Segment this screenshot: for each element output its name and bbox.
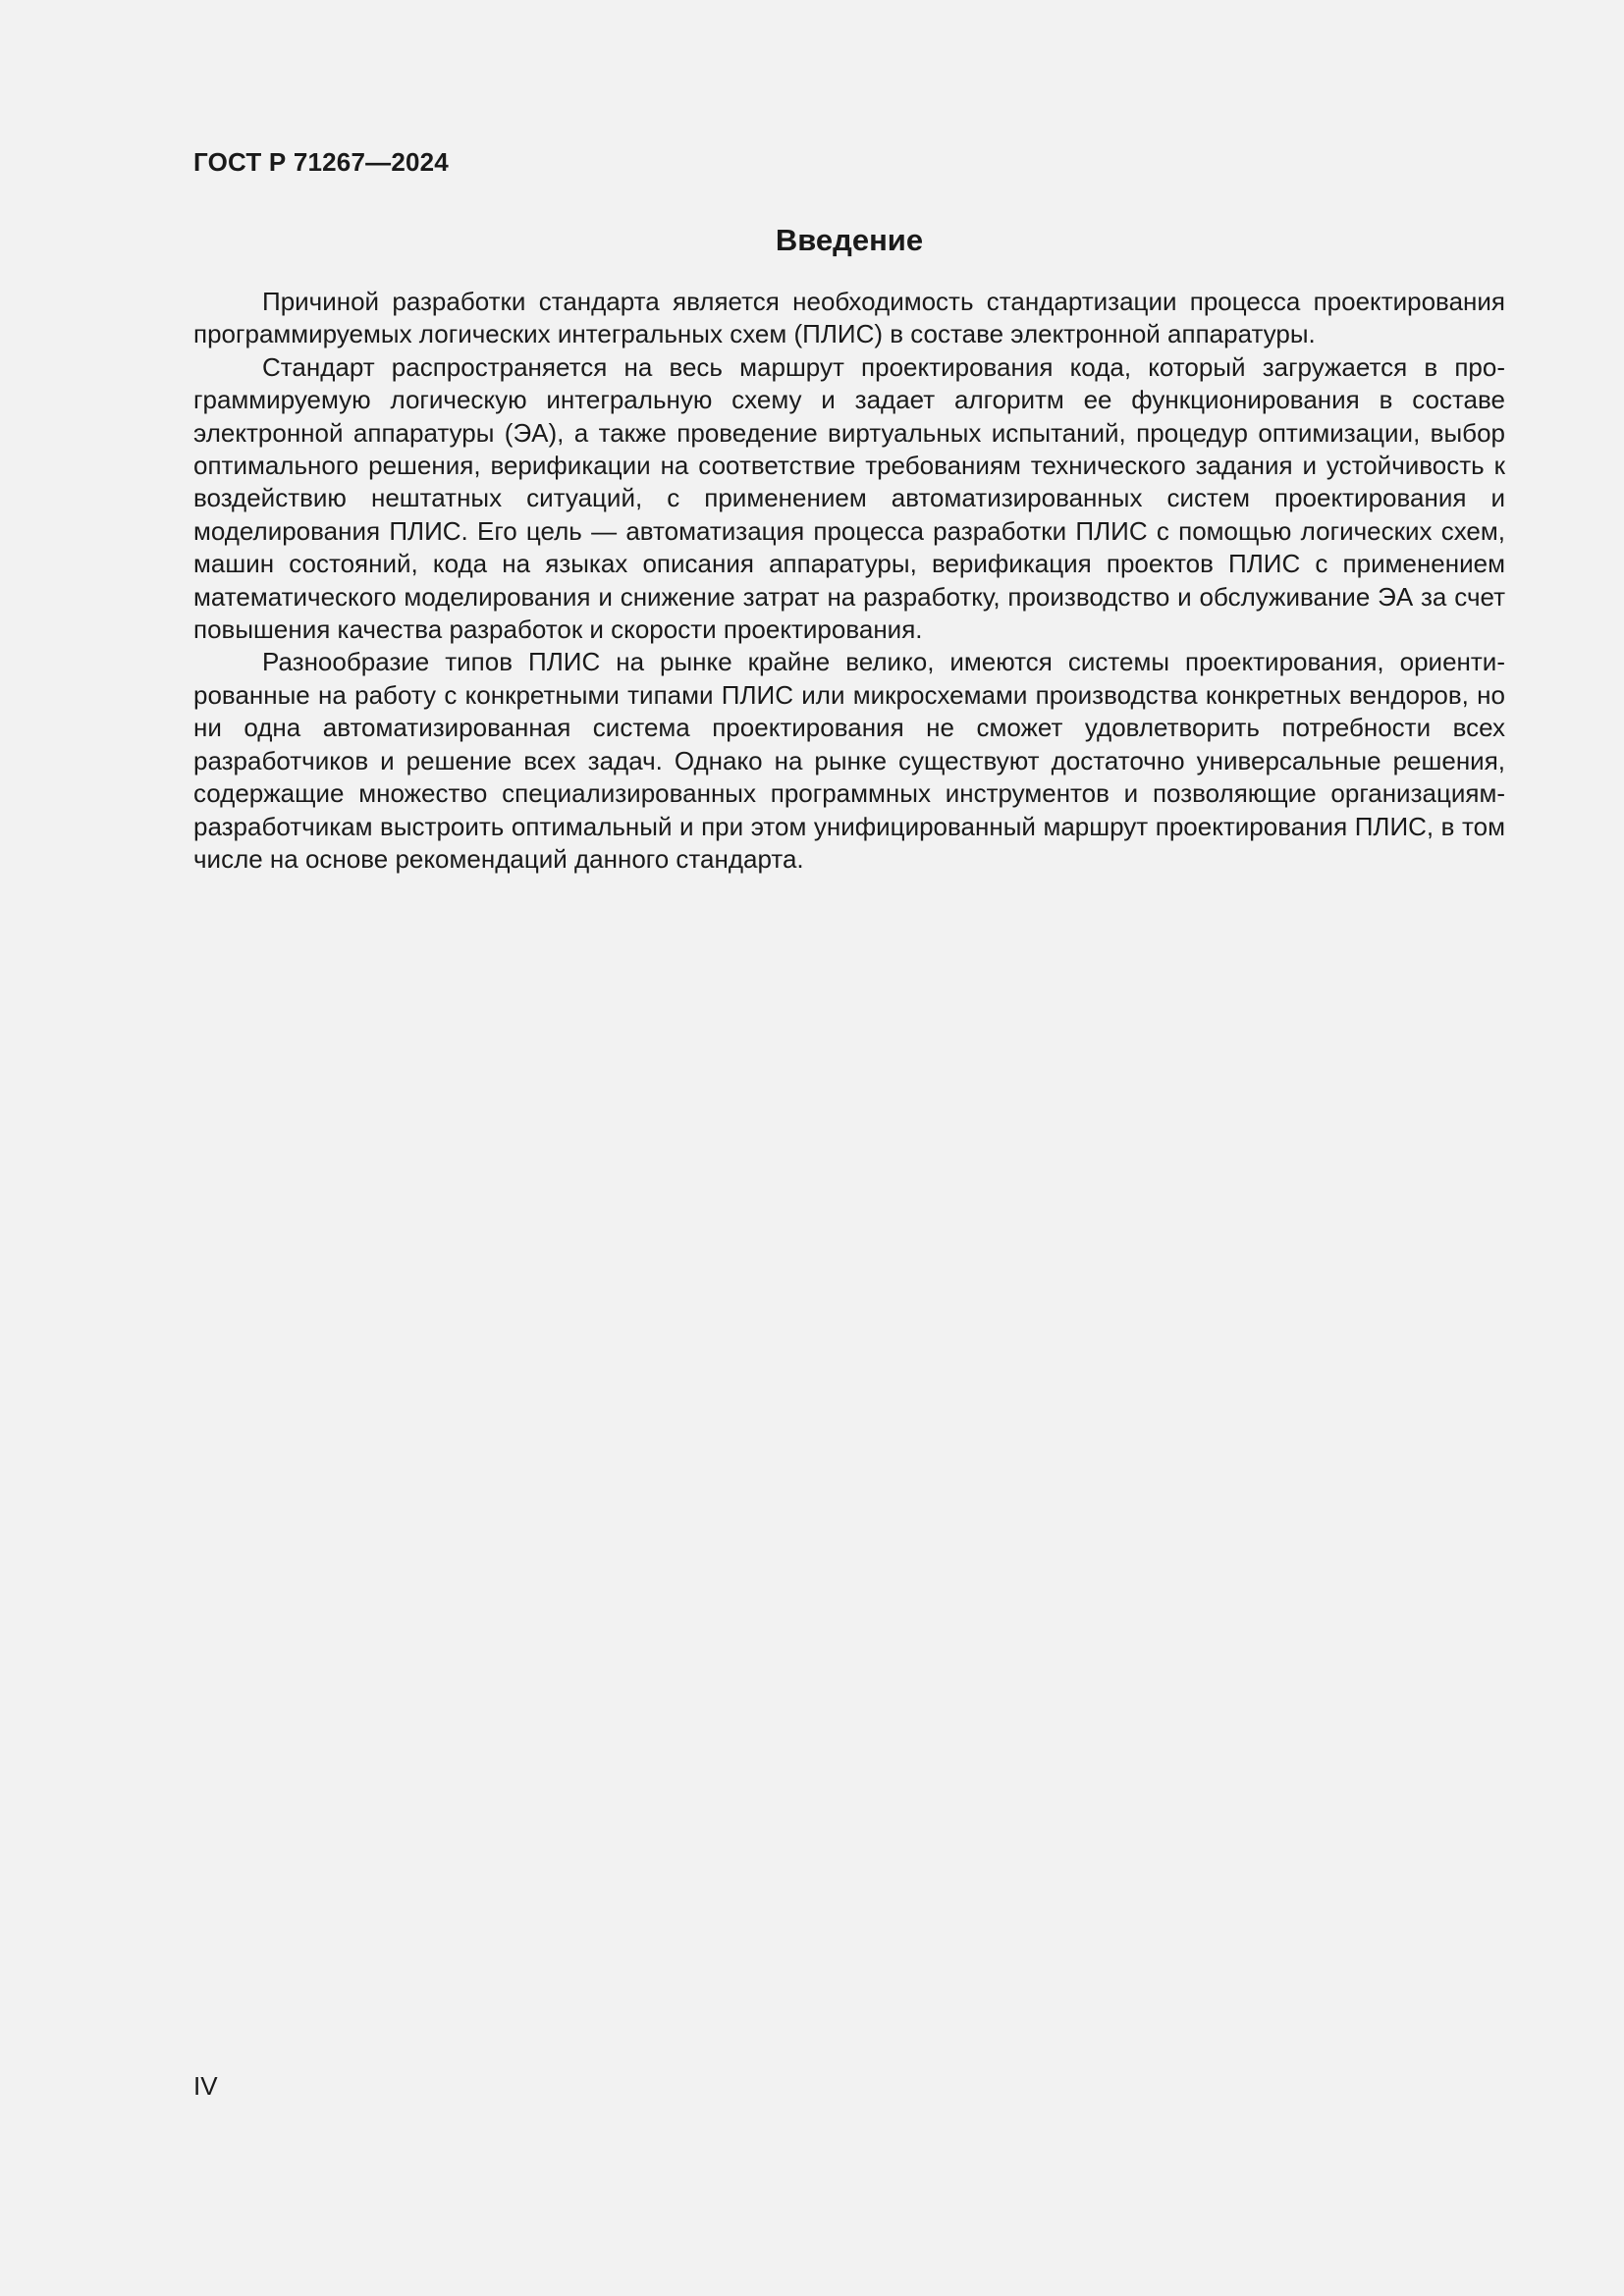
paragraph: Разнообразие типов ПЛИС на рынке крайне велико, имеются системы проектирования, ориентированные на работу с конкретными типами ПЛИС или микросхемами производства конкретных вендоров, но ни одна автоматизированная система проектирования не сможет удовлетворить потребности всех разработчиков и решение всех задач. Однако на рынке существуют достаточно универсальные решения, содержащие множество специализированных программных инструментов и позволяющие организациям-разработчикам выстроить оптимальный и при этом унифицированный маршрут проектирования ПЛИС, в том числе на основе рекомендаций данного стандарта.: [193, 647, 1505, 874]
section-title: Введение: [775, 223, 924, 257]
body-text: [193, 286, 1505, 876]
standard-code-header: ГОСТ Р 71267—2024: [193, 147, 449, 177]
paragraph: Причиной разработки стандарта является необходимость стандартизации процесса проектирования программируемых логических интегральных схем (ПЛИС) в составе электронной аппаратуры.: [193, 287, 1505, 349]
paragraph: Стандарт распространяется на весь маршрут проектирования кода, который загружается в программируемую логическую интегральную схему и задает алгоритм ее функционирования в составе электронной аппаратуры (ЭА), а также проведение виртуальных испытаний, процедур оптимизации, выбор оптимального решения, верификации на соответствие требованиям технического задания и устойчивость к воздействию нештатных ситуаций, с применением автоматизированных систем проектирования и моделирования ПЛИС. Его цель — автоматизация процесса разработки ПЛИС с помощью логических схем, машин состояний, кода на языках описания аппаратуры, верификация проектов ПЛИС с применением математического моделирования и снижение затрат на разработку, производство и обслуживание ЭА за счет повышения качества разработок и скорости проектирования.: [193, 351, 1505, 645]
page-number: IV: [193, 2071, 218, 2101]
